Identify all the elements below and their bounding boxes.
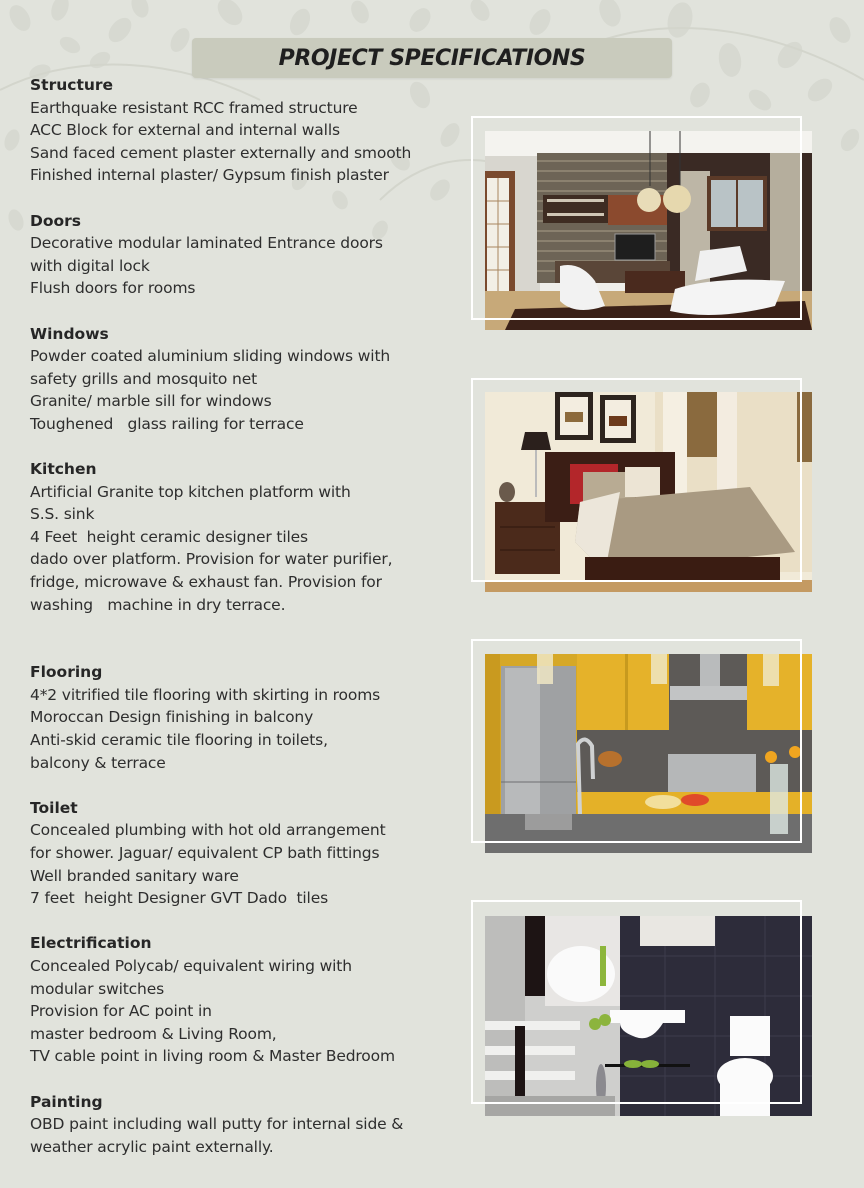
spec-line: 4*2 vitrified tile flooring with skirting in rooms [30, 685, 381, 704]
spec-line: balcony & terrace [30, 753, 166, 772]
bathroom-photo [485, 916, 812, 1116]
spec-line: Moroccan Design finishing in balcony [30, 708, 314, 727]
spec-line: Anti-skid ceramic tile flooring in toilets, [30, 731, 328, 750]
spec-line: for shower. Jaguar/ equivalent CP bath fittings [30, 844, 380, 862]
section-electrification [30, 932, 450, 1068]
spec-line: Decorative modular laminated Entrance doors [30, 234, 383, 253]
section-heading: Doors [30, 211, 82, 230]
spec-line: safety grills and mosquito net [30, 369, 258, 388]
spec-line: 7 feet height Designer GVT Dado tiles [30, 889, 329, 908]
section-heading: Electrification [30, 934, 152, 953]
page-title: PROJECT SPECIFICATIONS [278, 46, 586, 71]
spec-line: Finished internal plaster/ Gypsum finish plaster [30, 166, 389, 185]
spec-line: Concealed Polycab/ equivalent wiring with [30, 956, 352, 975]
section-heading: Flooring [30, 663, 103, 682]
spec-line: master bedroom & Living Room, [30, 1024, 277, 1043]
spec-line: ACC Block for external and internal walls [30, 121, 340, 140]
spec-line: Earthquake resistant RCC framed structure [30, 98, 358, 117]
section-painting [30, 1091, 450, 1159]
section-doors [30, 210, 450, 300]
bedroom-photo [485, 392, 812, 592]
living-room-photo [485, 131, 812, 330]
section-heading: Toilet [30, 798, 78, 817]
spec-line: Concealed plumbing with hot old arrangement [30, 821, 386, 840]
section-flooring [30, 661, 450, 774]
spec-line: OBD paint including wall putty for internal side & [30, 1115, 404, 1134]
section-heading: Kitchen [30, 460, 97, 479]
spec-line: Toughened glass railing for terrace [30, 414, 304, 433]
spec-line: Granite/ marble sill for windows [30, 392, 272, 411]
spec-line: Powder coated aluminium sliding windows with [30, 347, 391, 366]
spec-line: modular switches [30, 979, 165, 998]
spec-line: TV cable point in living room & Master Bedroom [30, 1047, 395, 1066]
specifications-list [30, 74, 450, 1158]
section-heading: Windows [30, 324, 109, 343]
kitchen-photo [485, 654, 812, 853]
spec-line: dado over platform. Provision for water purifier, [30, 550, 393, 569]
spec-line: Flush doors for rooms [30, 279, 196, 298]
section-kitchen [30, 458, 450, 616]
spec-line: Provision for AC point in [30, 1002, 212, 1021]
section-windows [30, 323, 450, 436]
section-heading: Structure [30, 76, 114, 94]
spec-line: weather acrylic paint externally. [30, 1137, 274, 1156]
spec-line: S.S. sink [30, 505, 95, 524]
spec-line: Well branded sanitary ware [30, 866, 239, 885]
spec-line: Artificial Granite top kitchen platform with [30, 482, 351, 501]
section-toilet [30, 797, 450, 910]
section-structure [30, 74, 450, 187]
spec-line: Sand faced cement plaster externally and smooth [30, 143, 412, 162]
section-heading: Painting [30, 1092, 103, 1111]
spec-line: with digital lock [30, 256, 150, 275]
spec-line: 4 Feet height ceramic designer tiles [30, 527, 308, 546]
spec-line: washing machine in dry terrace. [30, 595, 286, 614]
spec-line: fridge, microwave & exhaust fan. Provision for [30, 573, 382, 592]
